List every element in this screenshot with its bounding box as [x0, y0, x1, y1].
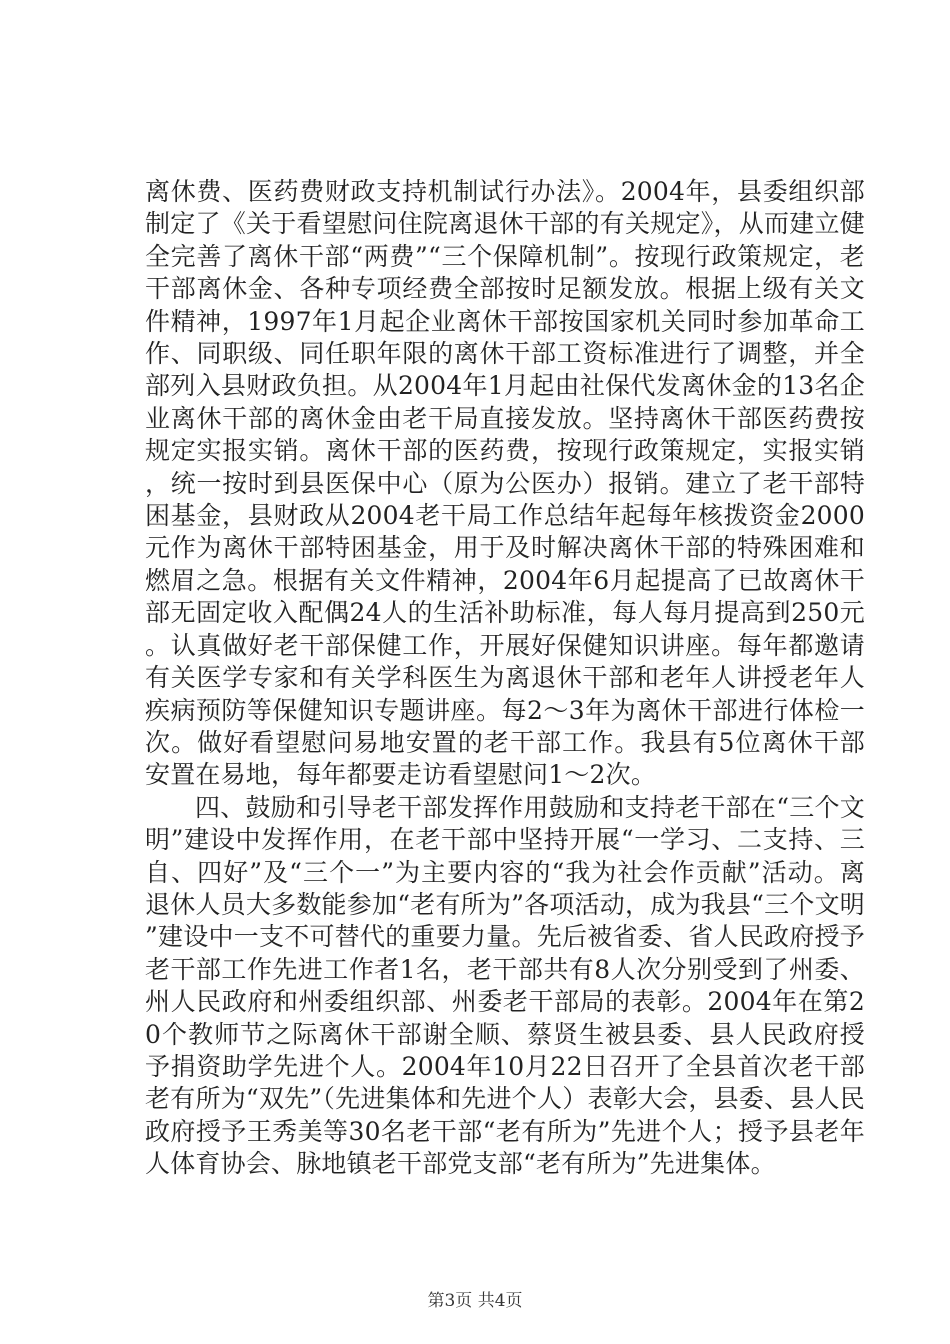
paragraph-2: 四、鼓励和引导老干部发挥作用鼓励和支持老干部在“三个文明”建设中发挥作用，在老干部中坚持开展“一学习、二支持、三自、四好”及“三个一”为主要内容的“我为社会作贡献”活动。离退休人员大多数能参加“老有所为”各项活动，成为我县“三个文明”建设中一支不可替代的重要力量。先后被省委、省人民政府授予老干部工作先进工作者1名，老干部共有8人次分别受到了州委、州人民政府和州委组织部、州委老干部局的表彰。2004年在第20个教师节之际离休干部谢全顺、蔡贤生被县委、县人民政府授予捐资助学先进个人。2004年10月22日召开了全县首次老干部老有所为“双先”（先进集体和先进个人）表彰大会，县委、县人民政府授予王秀美等30名老干部“老有所为”先进个人；授予县老年人体育协会、脉地镇老干部党支部“老有所为”先进集体。 [145, 792, 865, 1179]
page-number-footer: 第3页 共4页 [427, 1291, 523, 1311]
paragraph-1: 离休费、医药费财政支持机制试行办法》。2004年，县委组织部制定了《关于看望慰问住院离退休干部的有关规定》，从而建立健全完善了离休干部“两费”“三个保障机制”。按现行政策规定，老干部离休金、各种专项经费全部按时足额发放。根据上级有关文件精神，1997年1月起企业离休干部按国家机关同时参加革命工作、同职级、同任职年限的离休干部工资标准进行了调整，并全部列入县财政负担。从2004年1月起由社保代发离休金的13名企业离休干部的离休金由老干局直接发放。坚持离休干部医药费按规定实报实销。离休干部的医药费，按现行政策规定，实报实销，统一按时到县医保中心（原为公医办）报销。建立了老干部特困基金，县财政从2004老干局工作总结年起每年核拨资金2000元作为离休干部特困基金，用于及时解决离休干部的特殊困难和燃眉之急。根据有关文件精神，2004年6月起提高了已故离休干部无固定收入配偶24人的生活补助标准，每人每月提高到250元。认真做好老干部保健工作，开展好保健知识讲座。每年都邀请有关医学专家和有关学科医生为离退休干部和老年人讲授老年人疾病预防等保健知识专题讲座。每2～3年为离休干部进行体检一次。做好看望慰问易地安置的老干部工作。我县有5位离休干部安置在易地，每年都要走访看望慰问1～2次。 [145, 177, 865, 790]
body-text [145, 176, 865, 1181]
